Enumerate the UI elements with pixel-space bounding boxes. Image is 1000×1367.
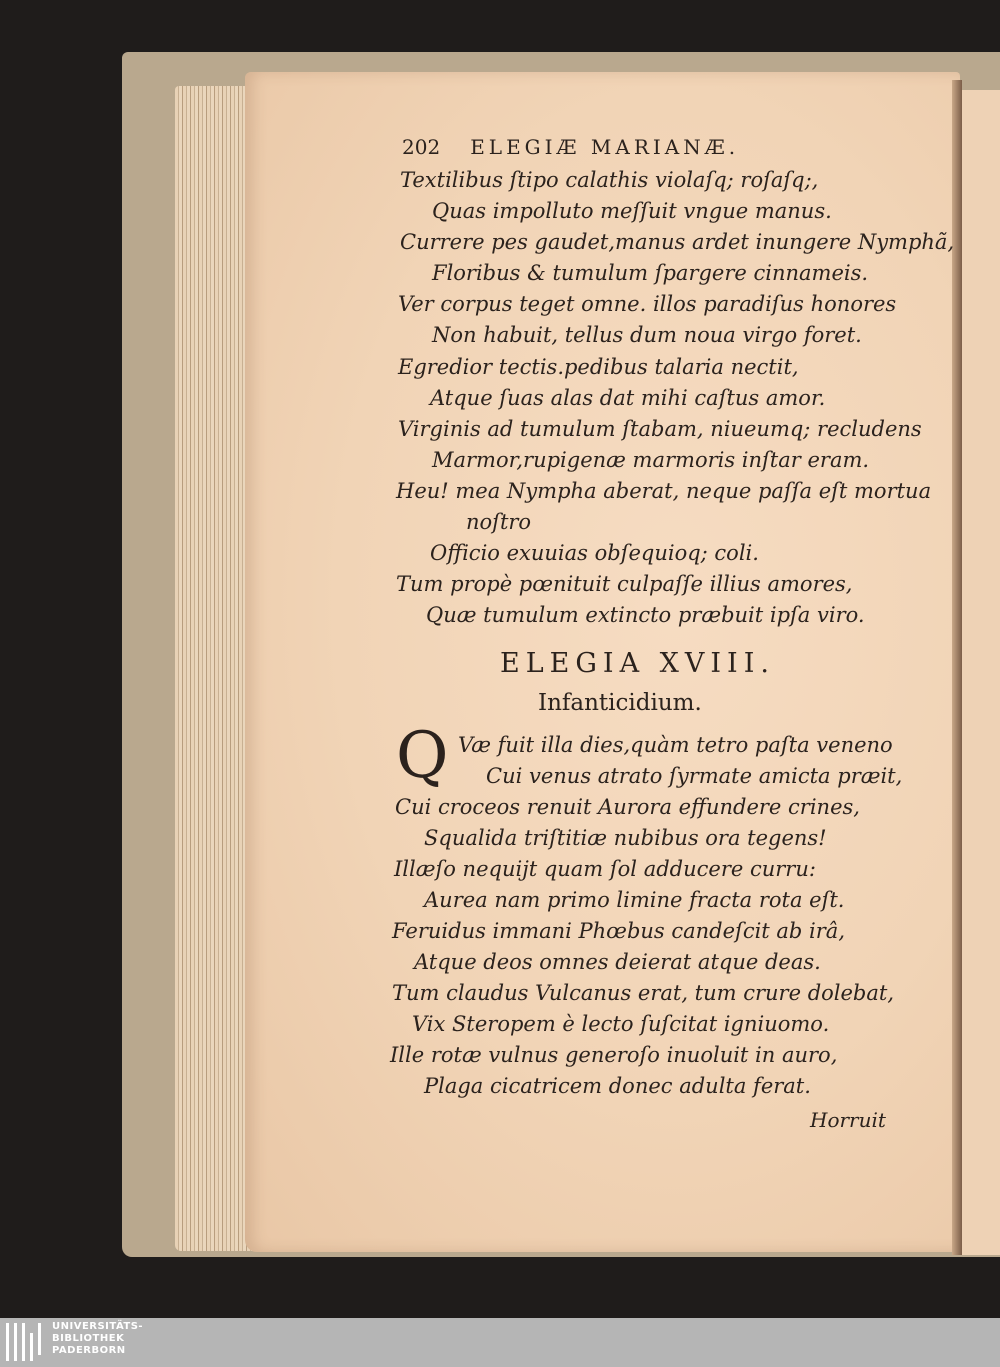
library-line-3: PADERBORN — [52, 1345, 126, 1356]
verse-line: Tum propè pœnituit culpaſſe illius amores, — [396, 572, 853, 596]
running-header — [402, 135, 739, 159]
verse-line: noſtro — [466, 510, 532, 534]
verse-line: Quas impolluto meſſuit vngue manus. — [432, 199, 832, 223]
verse-line: Feruidus immani Phœbus candeſcit ab irâ, — [392, 919, 845, 943]
verse-line: Virginis ad tumulum ſtabam, niueumq; recludens — [398, 417, 922, 441]
verse-line: Væ fuit illa dies,quàm tetro paſta veneno — [458, 733, 893, 757]
verse-line: Ver corpus teget omne. illos paradiſus honores — [398, 292, 897, 316]
library-logo-icon — [6, 1323, 46, 1361]
verse-line: Squalida triſtitiæ nubibus ora tegens! — [424, 826, 827, 850]
running-title: ELEGIÆ MARIANÆ. — [470, 135, 740, 159]
verse-line: Atque ſuas alas dat mihi caſtus amor. — [430, 386, 826, 410]
verse-line: Illæſo nequijt quam ſol adducere curru: — [394, 857, 816, 881]
catchword: Horruit — [810, 1108, 886, 1132]
verse-line: Quæ tumulum extincto præbuit ipſa viro. — [426, 603, 865, 627]
verse-line: Plaga cicatricem donec adulta ferat. — [424, 1074, 811, 1098]
verse-line: Cui venus atrato ſyrmate amicta præit, — [486, 764, 903, 788]
library-name — [52, 1321, 143, 1357]
verse-line: Egredior tectis.pedibus talaria nectit, — [398, 355, 799, 379]
verse-line: Aurea nam primo limine fracta rota eſt. — [424, 888, 845, 912]
verse-line: Atque deos omnes deierat atque deas. — [414, 950, 821, 974]
library-line-2: BIBLIOTHEK — [52, 1333, 125, 1344]
verse-line: Tum claudus Vulcanus erat, tum crure dolebat, — [392, 981, 895, 1005]
verse-line: Floribus & tumulum ſpargere cinnameis. — [432, 261, 869, 285]
verse-line: Ille rotæ vulnus generoſo inuoluit in auro, — [390, 1043, 838, 1067]
verse-line: Vix Steropem è lecto ſuſcitat igniuomo. — [412, 1012, 830, 1036]
library-line-1: UNIVERSITÄTS- — [52, 1321, 144, 1332]
verse-line: Textilibus ſtipo calathis violaſq; roſaſq;, — [400, 168, 819, 192]
verse-line: Currere pes gaudet,manus ardet inungere Nymphã, — [400, 230, 955, 254]
drop-cap: Q — [396, 719, 449, 793]
verse-line: Officio exuuias obſequioq; coli. — [430, 541, 759, 565]
library-footer — [0, 1318, 1000, 1367]
page-text: 202 ELEGIÆ MARIANÆ. Textilibus ſtipo calathis violaſq; roſaſq;, Quas impolluto meſſuit vngue manus. Currere pes gaudet,manus ardet inungere Nymphã, Floribus & tumulum ſpargere cinnameis. Ver corpus teget omne. illos paradiſus honores Non habuit, tellus dum noua virgo foret. Egredior tectis.pedibus talaria nectit, Atque ſuas alas dat mihi caſtus amor. Virginis ad tumulum ſtabam, niueumq; recludens Marmor,rupigenæ marmoris inſtar eram. Heu! mea Nympha aberat, neque paſſa eſt mortua noſtro Officio exuuias obſequioq; coli. Tum propè pœnituit culpaſſe illius amores, Quæ tumulum extincto præbuit ipſa viro. ELEGIA XVIII. Infanticidium. Q Væ fuit illa dies,quàm tetro paſta veneno Cui venus atrato ſyrmate amicta præit, Cui croceos renuit Aurora effundere crines, Squalida triſtitiæ nubibus ora tegens! Illæſo nequijt quam ſol adducere curru: Aurea nam primo limine fracta rota eſt. Feruidus immani Phœbus candeſcit ab irâ, Atque deos omnes deierat atque deas. Tum claudus Vulcanus erat, tum crure dolebat, Vix Steropem è lecto ſuſcitat igniuomo. Ille rotæ vulnus generoſo inuoluit in auro, Plaga cicatricem donec adulta ferat. Horruit — [390, 135, 955, 1132]
page-number: 202 — [402, 135, 441, 159]
verse-line: Non habuit, tellus dum noua virgo foret. — [432, 323, 862, 347]
verse-line: Heu! mea Nympha aberat, neque paſſa eſt mortua — [396, 479, 932, 503]
verse-line: Marmor,rupigenæ marmoris inſtar eram. — [432, 448, 870, 472]
verse-line: Cui croceos renuit Aurora effundere crines, — [395, 795, 860, 819]
